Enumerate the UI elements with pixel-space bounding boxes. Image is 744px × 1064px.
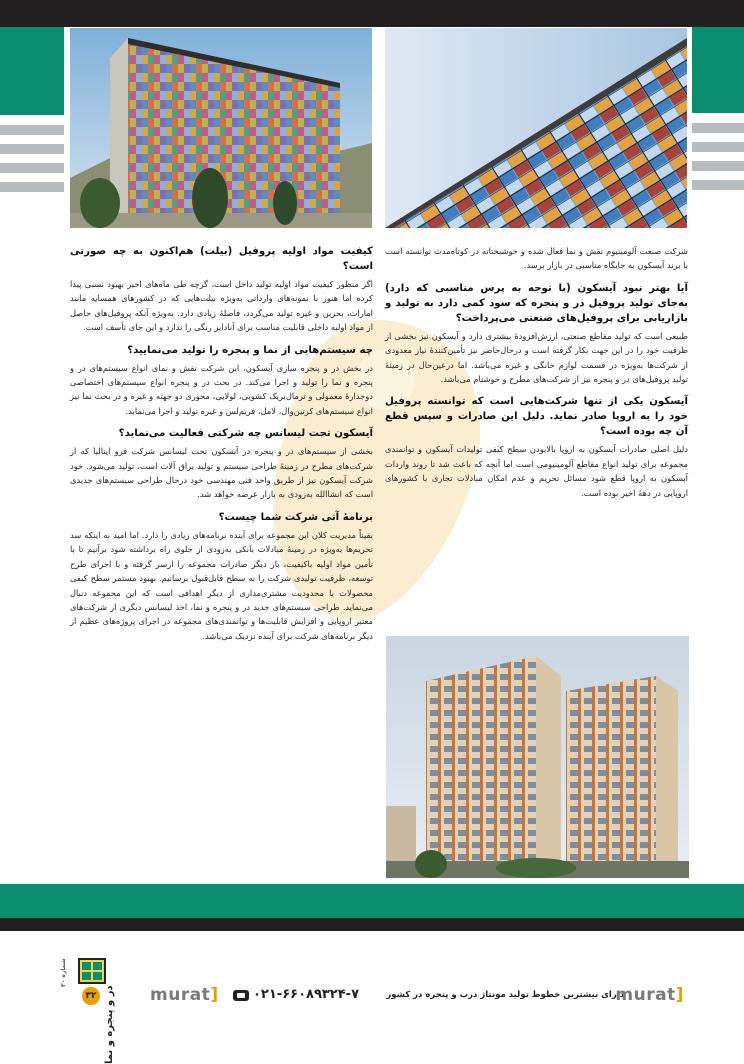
right-paragraph-1: طبیعی است که تولید مقاطع صنعتی، ارزش‌افزودهٔ بیشتری دارد و آیسکون نیز بخشی از ظرفیت خود را در این جهت بکار گرفته است و درحال‌حاضر نیز تأمین‌کنندهٔ نیاز معدودی از شرکت‌ها به‌ویژه در قسمت لوازم خانگی و غیره می‌باشد. اما درعین‌حال در زمینهٔ تولید پروفیل‌های در و پنجره نیز از شرکت‌های مطرح و خوشنام می‌باشد. [385, 330, 688, 385]
window-grid-icon [80, 960, 104, 982]
phone-number: ۰۲۱-۶۶۰۸۹۳۲۴-۷ [253, 987, 360, 1002]
left-stripe [0, 125, 64, 135]
left-column [70, 244, 373, 651]
murat-logo-left-mark: ] [210, 985, 219, 1005]
left-stripe [0, 163, 64, 173]
magazine-logo-icon [78, 958, 106, 984]
right-stripe [692, 123, 744, 133]
right-column [385, 244, 688, 508]
murat-logo-right [615, 985, 684, 1005]
right-heading-1: آیا بهتر نبود آیسکون (با توجه به پرس مناسبی که دارد) به‌جای تولید پروفیل در و پنجره که سود کمی دارد به تولید و بازاریابی برای پروفیل‌های صنعتی می‌پرداخت؟ [385, 282, 688, 324]
facade-closeup-image [385, 28, 687, 228]
right-intro-paragraph: شرکت صنعت آلومینیوم نقش و نما فعال شده و خوشبختانه در کوتاه‌مدت توانسته است با برند آیسکون به جایگاه مناسبی در بازار برسد. [385, 246, 688, 271]
left-stripe [0, 182, 64, 192]
left-heading-2: چه سیستم‌هایی از نما و پنجره را تولید می‌نمایید؟ [127, 344, 373, 356]
left-heading-4: برنامهٔ آتی شرکت شما چیست؟ [218, 511, 373, 523]
building-facade-image [70, 28, 372, 228]
issue-label: شماره ۳۰ [60, 958, 67, 987]
right-stripe [692, 180, 744, 190]
bottom-dark-bar [0, 918, 744, 931]
footer-slogan: دارای بیشترین خطوط تولید مونتاژ درب و پنجره در کشور [386, 990, 624, 1000]
right-heading-2: آیسکون یکی از تنها شرکت‌هایی است که توانسته پروفیل خود را به اروپا صادر نماید. دلیل این صادرات و سپس قطع آن چه بوده است؟ [385, 396, 688, 438]
left-paragraph-4: یقیناً مدیریت کلان این مجموعه برای آینده برنامه‌های زیادی را دارد. اما امید به اینکه سد تحریم‌ها به‌ویژه در زمینهٔ مبادلات بانکی به‌زودی از جلوی راه برداشته شود برآنیم تا با تأمین مواد اولیه باکیفیت، بار دیگر صادرات مجموعه را ازسر گرفته و با اجرای طرح توسعه، ظرفیت تولیدی شرکت را به سطح قابل‌قبول برسانیم. بهبود مستمر سطح کیفی محصولات با محدودیت مشتری‌مداری از دیگر اهدافی است که این مجموعه دنبال می‌نماید. طراحی سیستم‌های جدید در و پنجره و نما، اخذ لیسانس دیگری از شرکت‌های معتبر اروپایی و افزایش قابلیت‌ها و توانمندی‌های مجموعه در اجرای پروژه‌های عظیم از دیگر برنامه‌های شرکت برای آینده نزدیک می‌باشد. [70, 529, 373, 641]
phone-icon [233, 990, 249, 1001]
left-paragraph-2: در بخش در و پنجره سازی آیسکون، این شرکت نقش و نمای انواع سیستم‌های در و پنجره و نما را تولید و اجرا می‌کند. در بحث در و پنجره انواع سیستم‌های اختصاصی دوجدارهٔ معمولی و ترمال‌بریک کشویی، لولایی، محوری دو جهته و غیره و در بحث نما نیز انواع سیستم‌های کرتین‌وال، لامل، فریم‌لس و غیره تولید و اجرا می‌نماید. [70, 362, 373, 416]
right-paragraph-2: دلیل اصلی صادرات آیسکون به اروپا بالابودن سطح کیفی تولیدات آیسکون و توانمندی مجموعه برای تولید انواع مقاطع آلومینیومی است اما آنچه که باعث شد تا روند واردات آیسکون به اروپا قطع شود مسائل تحریم و عدم امکان مبادلات تجاری با کشورهای اروپایی در دههٔ اخیر بوده است. [385, 444, 688, 498]
facade-closeup-photo [385, 28, 687, 228]
right-teal-block [692, 27, 744, 113]
right-stripe [692, 142, 744, 152]
left-heading-3: آیسکون تحت لیسانس چه شرکتی فعالیت می‌نماید؟ [118, 428, 373, 440]
murat-logo-right-text: murat [615, 985, 676, 1005]
murat-logo-left [150, 985, 219, 1005]
left-paragraph-1: اگر منظور کیفیت مواد اولیه تولید داخل است، گرچه طی ماه‌های اخیر بهبود نسبی پیدا کرده اما هنوز با نمونه‌های وارداتی به‌ویژه بیلت‌هایی که در کشورهای همسایه مانند امارات، بحرین و غیره تولید می‌گردد، فاصلهٔ زیادی دارد. به‌ویژه آنکه پروفیل‌های حاصل از مواد اولیه داخلی قابلیت مناسب برای آنادایز رنگی را ندارد و این جای تأسف است. [70, 279, 373, 333]
residential-towers-image [386, 636, 689, 878]
building-facade-photo [70, 28, 372, 228]
top-dark-bar [0, 0, 744, 27]
magazine-name: در و پنجره و نما [104, 985, 115, 1064]
right-stripe [692, 161, 744, 171]
left-heading-1: کیفیت مواد اولیه پروفیل (بیلت) هم‌اکنون به چه صورتی است؟ [70, 246, 373, 272]
bottom-teal-bar [0, 884, 744, 918]
left-teal-block [0, 27, 64, 115]
left-paragraph-3: بخشی از سیستم‌های در و پنجره در آیسکون تحت لیسانس شرکت فرو ایتالیا که از شرکت‌های مطرح در زمینهٔ طراحی سیستم و تولید یراق آلات است، تولید می‌شود. خود شرکت آیسکون نیز از طریق واحد فنی مهندسی خود درحال طراحی سیستم‌های جدیدی است که انشاالله به‌زودی به بازار عرضه خواهد شد. [70, 446, 373, 500]
murat-logo-right-mark: ] [675, 985, 684, 1005]
left-stripe [0, 144, 64, 154]
murat-logo-left-text: murat [150, 985, 211, 1005]
residential-towers-photo [386, 636, 689, 878]
page-number-badge: ۳۲ [82, 987, 100, 1005]
